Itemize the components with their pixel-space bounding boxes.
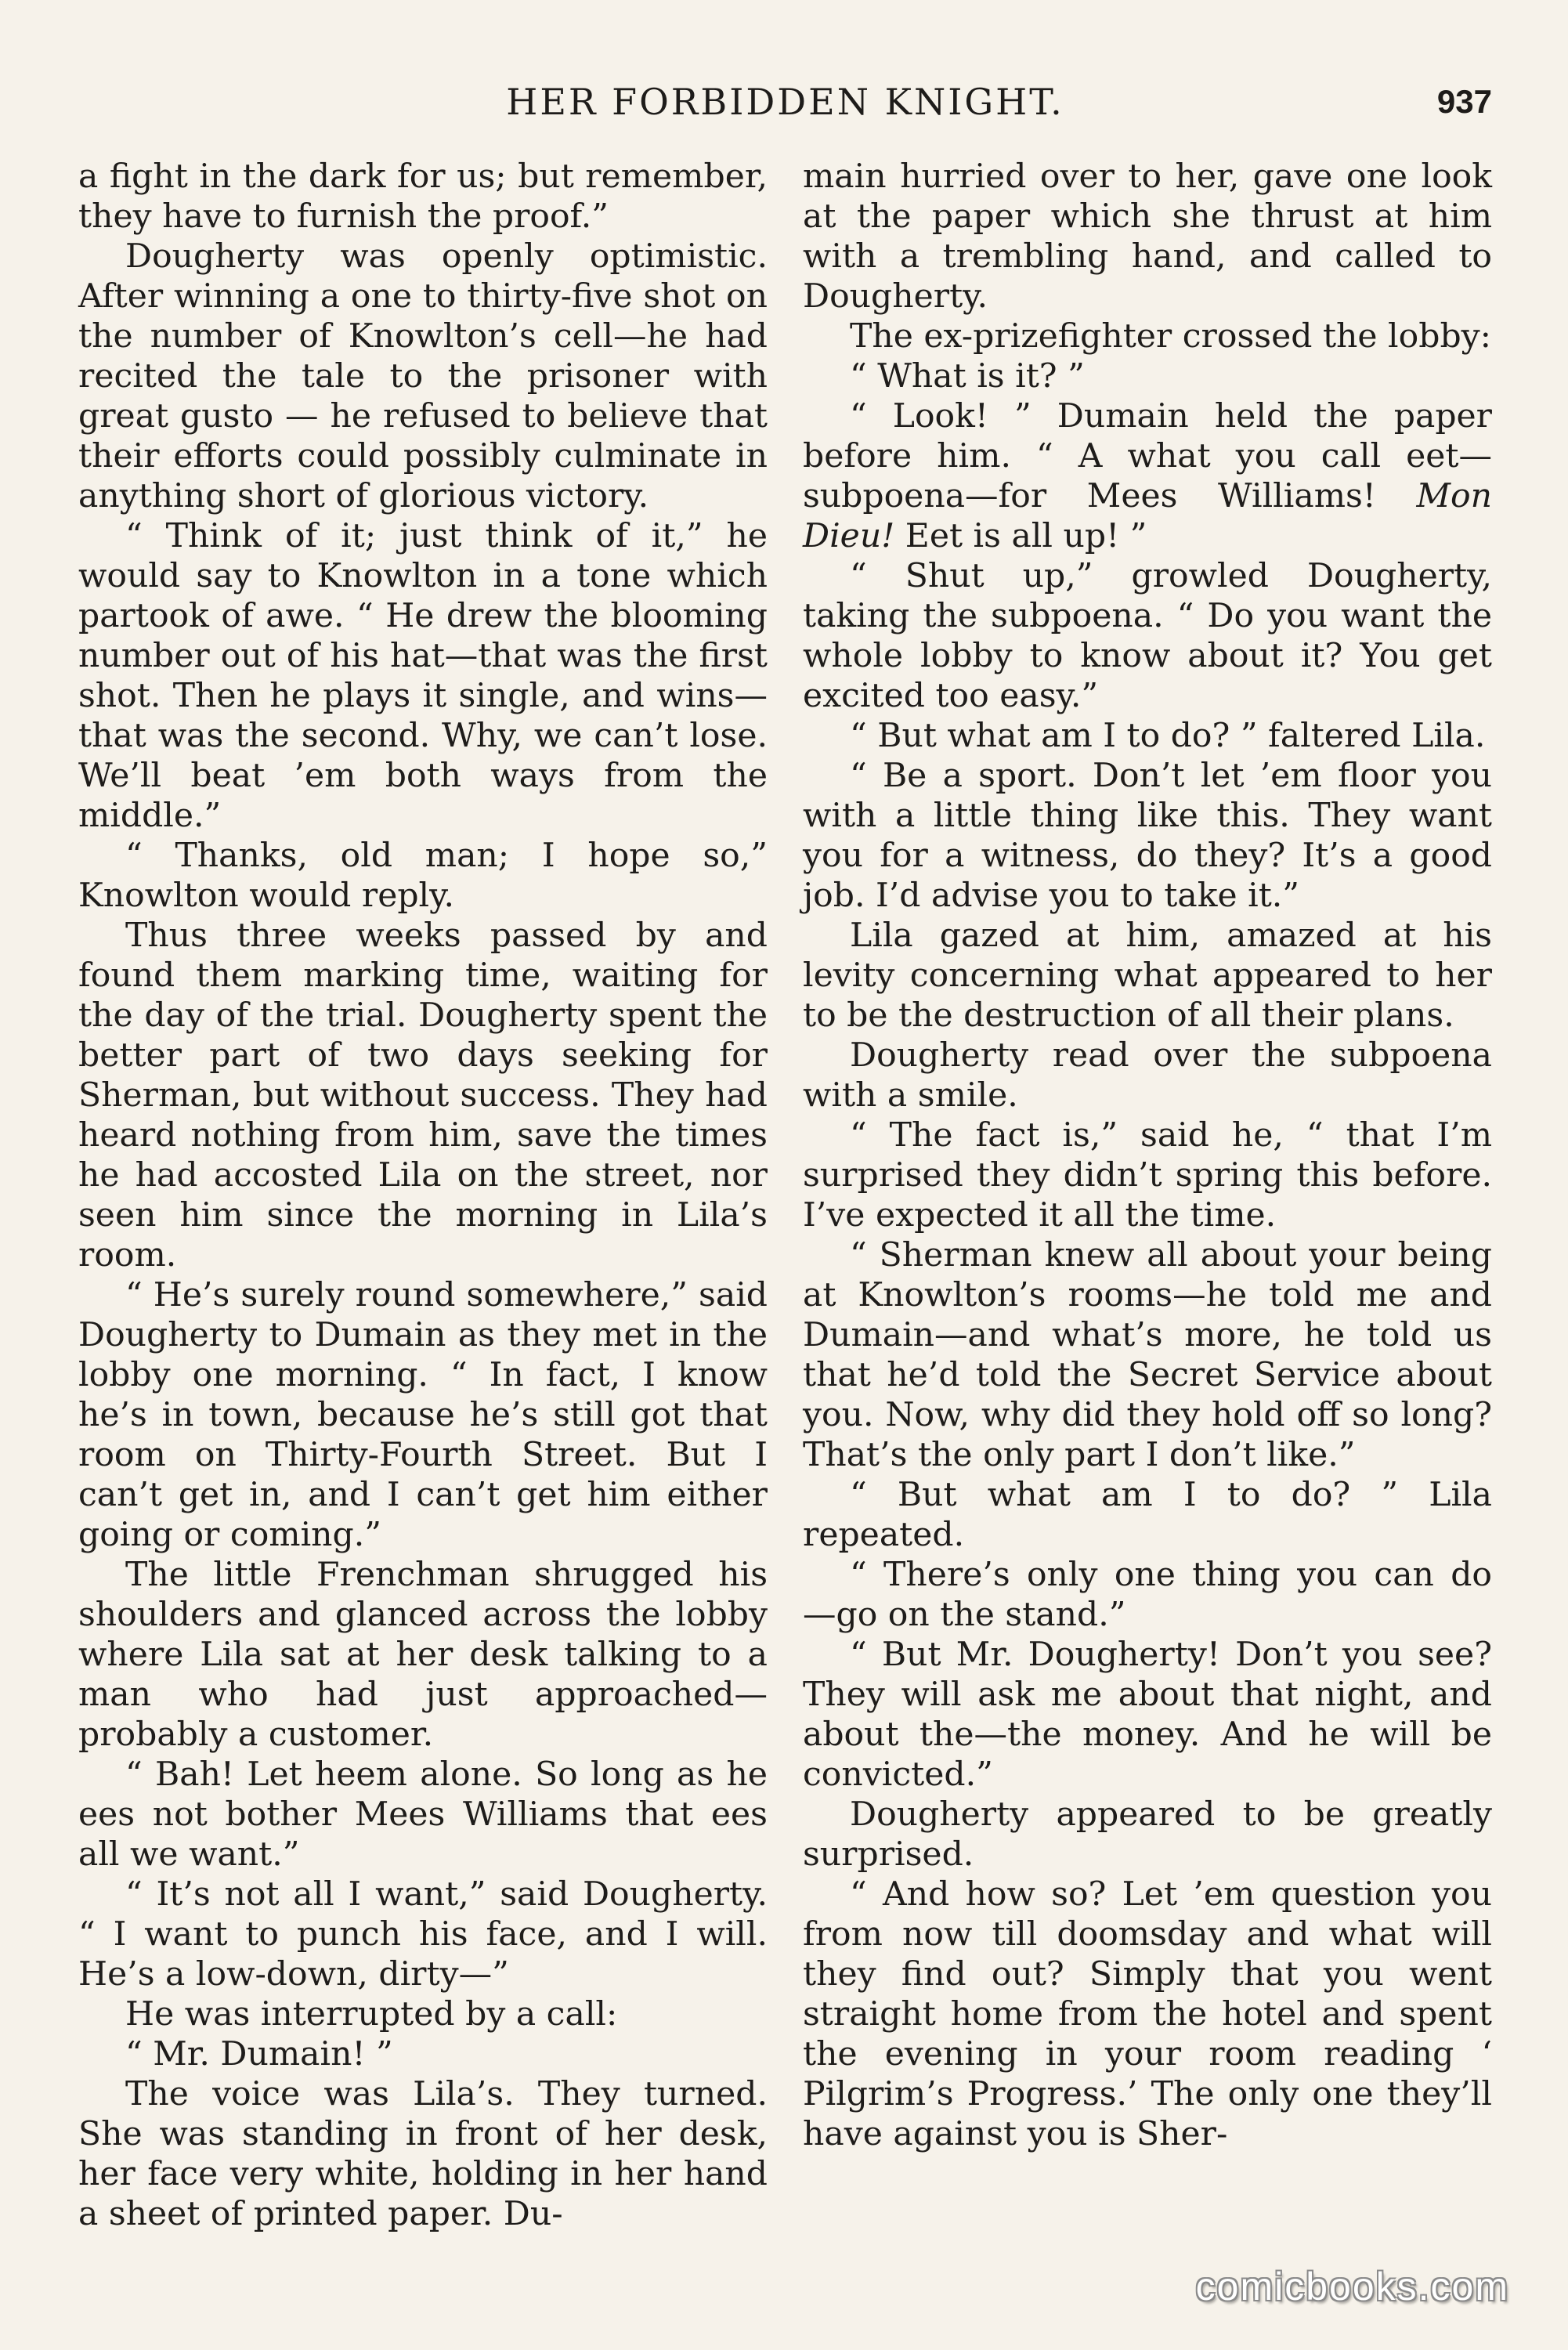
paragraph: “ Mr. Dumain! ”: [125, 2035, 393, 2073]
paragraph: “ The fact is,” said he, “ that I’m surprised they didn’t spring this before. I’ve expected it all the time.: [803, 1116, 1492, 1235]
paragraph: The voice was Lila’s. They turned. She was standing in front of her desk, her face very white, holding in her hand a sheet of printed paper. Du-: [78, 2075, 768, 2233]
paragraph: main hurried over to her, gave one look at the paper which she thrust at him with a trembling hand, and called to Dougherty.: [803, 157, 1492, 316]
paragraph: He was interrupted by a call:: [125, 1995, 618, 2034]
text-run: Eet is all up! ”: [894, 517, 1147, 555]
page-number: 937: [1436, 83, 1492, 120]
paragraph: a fight in the dark for us; but remember, they have to furnish the proof.”: [78, 157, 768, 236]
paragraph: “ But what am I to do? ” faltered Lila.: [850, 717, 1486, 755]
paragraph: The little Frenchman shrugged his shoulders and glanced across the lobby where Lila sat at her desk talking to a man who had just approached—probably a customer.: [78, 1556, 768, 1754]
paragraph-with-italic: [803, 396, 1492, 556]
paragraph: “ There’s only one thing you can do —go on the stand.”: [803, 1556, 1492, 1634]
right-column: [803, 157, 1492, 2154]
paragraph: Dougherty read over the subpoena with a smile.: [803, 1036, 1492, 1115]
paragraph: “ And how so? Let ’em question you from now till doomsday and what will they find out? Simply that you went straight home from the hotel and spent the evening in your room reading ‘ Pilgrim’s Progress.’ The only one they’ll have against you is Sher-: [803, 1875, 1492, 2153]
paragraph: “ Be a sport. Don’t let ’em floor you with a little thing like this. They want you for a witness, do they? It’s a good job. I’d advise you to take it.”: [803, 757, 1492, 915]
running-title: HER FORBIDDEN KNIGHT.: [506, 81, 1064, 123]
paragraph: Dougherty appeared to be greatly surprised.: [803, 1795, 1492, 1874]
paragraph: Thus three weeks passed by and found them marking time, waiting for the day of the trial. Dougherty spent the better part of two days seeking for Sherman, but without success. They had heard nothing from him, save the times he had accosted Lila on the street, nor seen him since the morning in Lila’s room.: [78, 916, 768, 1274]
text-run: “ Look! ” Dumain held the paper before him. “ A what you call eet—subpoena—for Mees Williams!: [803, 397, 1492, 515]
left-column: [78, 157, 768, 2234]
paragraph: “ Shut up,” growled Dougherty, taking the subpoena. “ Do you want the whole lobby to know about it? You get excited too easy.”: [803, 557, 1492, 715]
italic-phrase: Mon Dieu!: [803, 477, 1492, 555]
paragraph: “ He’s surely round somewhere,” said Dougherty to Dumain as they met in the lobby one morning. “ In fact, I know he’s in town, because he’s still got that room on Thirty-Fourth Street. But I can’t get in, and I can’t get him either going or coming.”: [78, 1276, 768, 1554]
paragraph: “ Thanks, old man; I hope so,” Knowlton would reply.: [78, 837, 768, 915]
paragraph: Dougherty was openly optimistic. After winning a one to thirty-five shot on the number of Knowlton’s cell—he had recited the tale to the prisoner with great gusto — he refused to believe that their efforts could possibly culminate in anything short of glorious victory.: [78, 237, 768, 515]
paragraph: Lila gazed at him, amazed at his levity concerning what appeared to her to be the destruction of all their plans.: [803, 916, 1492, 1035]
paragraph: The ex-prizefighter crossed the lobby:: [850, 317, 1491, 356]
paragraph: “ Bah! Let heem alone. So long as he ees not bother Mees Williams that ees all we want.”: [78, 1755, 768, 1874]
paragraph: “ Think of it; just think of it,” he would say to Knowlton in a tone which partook of awe. “ He drew the blooming number out of his hat—that was the first shot. Then he plays it single, and wins—that was the second. Why, we can’t lose. We’ll beat ’em both ways from the middle.”: [78, 517, 768, 835]
paragraph: “ But what am I to do? ” Lila repeated.: [803, 1476, 1492, 1554]
paragraph: “ But Mr. Dougherty! Don’t you see? They will ask me about that night, and about the—the money. And he will be convicted.”: [803, 1636, 1492, 1794]
page-header: [78, 74, 1492, 129]
source-watermark: comicbooks.com: [1195, 2265, 1509, 2308]
paragraph: “ What is it? ”: [850, 357, 1085, 396]
paragraph: “ Sherman knew all about your being at Knowlton’s rooms—he told me and Dumain—and what’s more, he told us that he’d told the Secret Service about you. Now, why did they hold off so long? That’s the only part I don’t like.”: [803, 1236, 1492, 1474]
paragraph: “ It’s not all I want,” said Dougherty. “ I want to punch his face, and I will. He’s a low-down, dirty—”: [78, 1875, 768, 1994]
